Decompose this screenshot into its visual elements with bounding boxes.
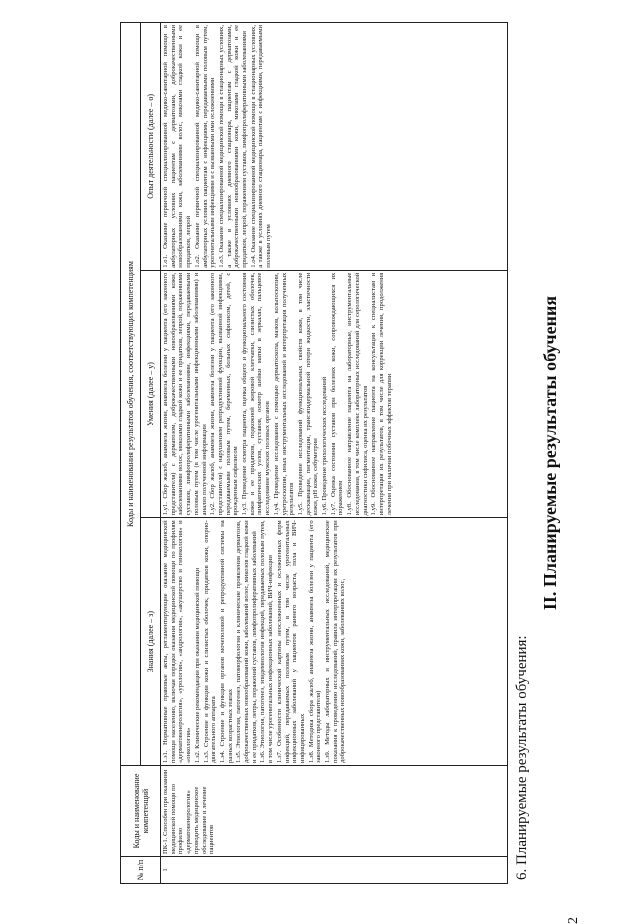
header-results-group: Коды и наименования результатов обучения, соответствующих компетенциям: [121, 23, 141, 766]
header-number: № п/п: [121, 857, 161, 884]
header-knowledge: Знания (далее – з): [141, 518, 161, 766]
skill-item: 1.у9. Обоснованное направление пациента на консультации к специалистам и интерпретация их результатов, в том числе для коррекции лечения, продолжения лечения при наличии побочных эффектов терапии: [370, 272, 393, 516]
knowledge-cell: [161, 518, 508, 766]
rotated-page: [120, 22, 614, 924]
skill-item: 1.у3. Проведение осмотра пациента, оценка общего и функционального состояния кожи и ее придатков, подкожной жировой клетчатки, слизистых оболочек, лимфатических узлов, суставов, осмотр шейки матки в зеркалах, пальцевое исследование мужских половых органов: [241, 272, 272, 516]
competence-cell: ПК-1. Способен при оказании медицинской помощи по профилю «дерматовенерология» проводить медицинское обследование и лечение пациентов: [161, 766, 508, 857]
learning-outcomes-table: [120, 22, 508, 884]
knowledge-item: 1.з7. Особенности клинической картины неосложненных и осложненных форм инфекций, передаваемых половым путем, в том числе урогенитальных инфекционных заболеваний у пациентов раннего возраста, пола и ВИЧ-инфицированных: [275, 520, 306, 763]
skill-item: 1.у6. Проведение трихологических исследований: [321, 376, 329, 516]
knowledge-item: 1.з2. Клинические рекомендации при оказании медицинской помощи: [193, 567, 201, 763]
skills-cell: [161, 270, 508, 518]
experience-item: 1.о3. Оказание специализированной медицинской помощи в стационарных условиях, а также в условиях дневного стационара, пациентам с дерматозами, доброкачественными новообразованиями кожи, микозами гладкой кожи и ее придатков, лепрой, поражением суставов, лимфопролиферативными заболеваниями: [217, 25, 249, 268]
knowledge-item: 1.з5. Этиология, патогенез, патоморфология и клинические проявления дерматозов, доброкачественных новообразований кожи, заболеваний волос, микозов гладкой кожи и ее придатков, лепры, поражений суставов, лимфопролиферативных заболеваний: [235, 520, 258, 763]
knowledge-item: 1.з4. Строение и функции органов мочеполовой и репродуктивной системы на разных возрастных этапах: [218, 520, 234, 763]
knowledge-item: 1.з9. Методы лабораторных и инструментальных исследований, медицинские показания к проведению исследований, правила интерпретации их результатов при доброкачественных новообразованиях кожи, заболеваниях волос,: [324, 520, 347, 763]
subsection-title: 6. Планируемые результаты обучения:: [514, 635, 530, 880]
experience-cell: [161, 23, 508, 271]
header-competence: Коды и наименование компетенций: [121, 766, 161, 857]
skill-item: 1.у8. Обоснованное направление пациента на лабораторные, инструментальные исследования, в том числе комплекс лабораторных исследований для серологической диагностики сифилиса, оценка их результатов: [346, 272, 369, 516]
experience-item: 1.о1. Оказание первичной специализированной медико-санитарной помощи в амбулаторных условиях пациентам с дерматозами, доброкачественными новообразованиями кожи, заболеваниями волос, микозами гладкой кожи и ее придатков, лепрой: [162, 25, 193, 268]
page-number: 2: [566, 917, 581, 924]
skill-item: 1.у1. Сбор жалоб, анамнеза жизни, анамнеза болезни у пациента (его законного представителя) с дерматозом, доброкачественными новообразованиями кожи, заболеваниями волос, микозами гладкой кожи и ее придатков, лепрой, поражениями суставов, лимфопролиферативными заболеваниями, инфекциями, передаваемыми половым путем (в том числе урогенитальными инфекционными заболеваниями) и анализ полученной информации: [162, 272, 208, 516]
skill-item: 1.у4. Проведение исследования с помощью дерматоскопа, мазков, кольпоскопии, уретроскопии, иных инструментальных исследований и интерпретация полученных результатов: [272, 272, 296, 516]
row-number: 1: [161, 857, 508, 884]
table-row: [161, 23, 508, 884]
knowledge-item: 1.з3. Строение и функции кожи и слизистых оболочек, придатков кожи, опорно-двигательного аппарата: [202, 520, 218, 763]
skill-item: 1.у7. Оценка состояния суставов при болезнях кожи, сопровождающихся их поражением: [329, 272, 345, 516]
experience-item: 1.о2. Оказание первичной специализированной медико-санитарной помощи в амбулаторных условиях пациентам с инфекциями, передаваемыми половым путем, урогенитальными инфекциями и с вызванными ими осложнениями: [193, 25, 217, 268]
knowledge-item: 1.з1. Нормативные правовые акты, регламентирующие оказание медицинской помощи населению, включая порядки оказания медицинской помощи по профилям «дерматовенерология», «урология», «андрология», «акушерство и гинекология» и «онкология»: [162, 520, 193, 763]
section-title: II. Планируемые результаты обучения: [540, 295, 560, 611]
skill-item: 1.у2. Сбор жалоб, анамнеза жизни, анамнеза болезни у пациента (его законного представителя) с нарушением репродуктивной функции, вызванной инфекциями, передаваемыми половым путем, беременных, больных сифилисом, детей, с врожденным сифилисом: [209, 272, 240, 516]
knowledge-item: 1.з6. Этиология, патогенез, эпидемиология инфекций, передаваемых половым путем, в том числе урогенитальных инфекционных заболеваний, ВИЧ-инфекции: [259, 520, 275, 763]
experience-item: 1.о4. Оказание специализированной медицинской помощи в стационарных условиях, а также в условиях дневного стационара, пациентам с инфекциями, передаваемыми половым путем: [249, 25, 273, 268]
header-skills: Умения (далее – у): [141, 270, 161, 518]
skill-item: 1.у5. Проведение исследований функциональных свойств кожи, в том числе десквамации, пигментации, трансэпидермальной потери жидкости, эластичности кожи, pH кожи, себуметрии: [296, 272, 320, 516]
knowledge-item: 1.з8. Методика сбора жалоб, анамнеза жизни, анамнеза болезни у пациента (его законного представителя): [307, 520, 323, 763]
header-experience: Опыт деятельности (далее – о): [141, 23, 161, 271]
